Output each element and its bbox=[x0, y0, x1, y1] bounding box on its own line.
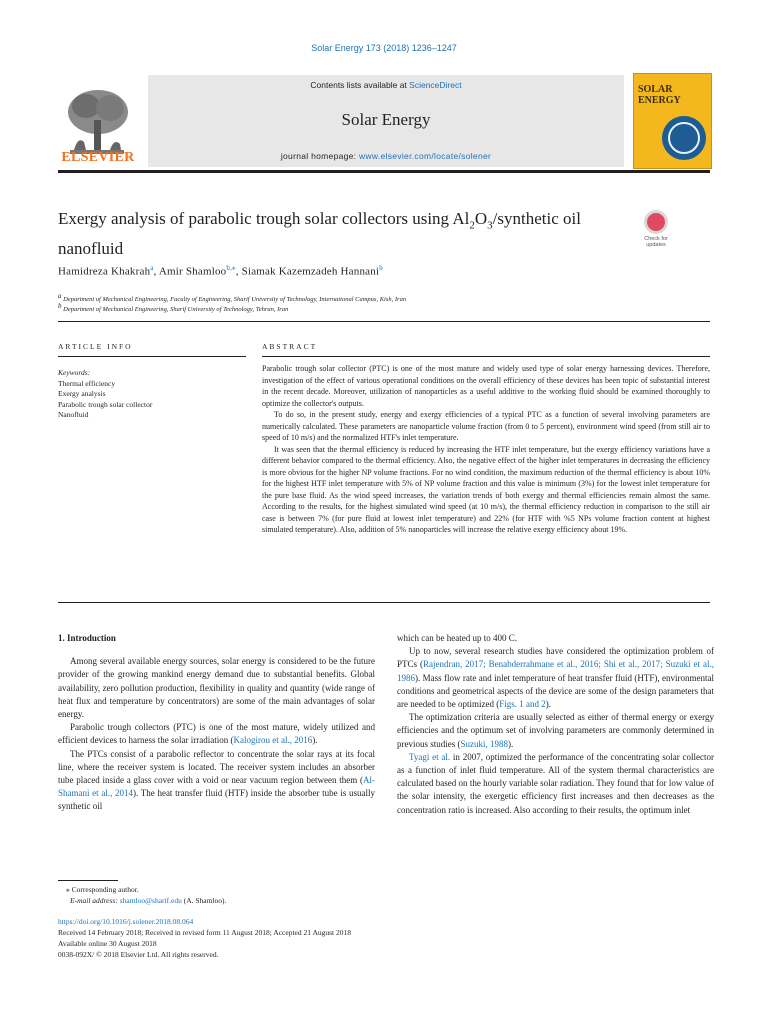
body-paragraph: which can be heated up to 400 C. bbox=[397, 633, 517, 643]
journal-reference[interactable]: Solar Energy 173 (2018) 1236–1247 bbox=[311, 43, 457, 53]
body-paragraph: Tyagi et al. in 2007, optimized the performance of the concentrating solar collector as a function of inlet fluid temperature. All of the system thermal characteristics are calculated based on the hourly variable solar radiation. They found that for low value of the solar intensity, the exergetic efficiency first increases and then decreases as the concentration ratio is increased. Also according to their results, the optimum inlet bbox=[397, 751, 715, 815]
body-column-right bbox=[397, 632, 714, 817]
abstract-paragraph: Parabolic trough solar collector (PTC) is one of the most mature and widely used type of solar energy harnessing devices. Therefore, investigation of the effect of various operational conditions on the overall efficiency of these devices has been topic of substantial interest in the recent decade. Moreover, utilization of nanoparticles as a useful additive to the working fluid should be examined thoroughly to optimize the collector's outputs. bbox=[262, 364, 710, 408]
homepage-line: journal homepage: www.elsevier.com/locate/solener bbox=[280, 151, 492, 161]
keywords-block bbox=[58, 368, 248, 421]
footnote-rule bbox=[58, 880, 118, 881]
crossmark-label: Check for updates bbox=[644, 236, 668, 248]
publisher-wordmark: ELSEVIER bbox=[61, 150, 135, 165]
citation-link[interactable]: Kalogirou et al., 2016 bbox=[233, 735, 313, 746]
body-paragraph: Parabolic trough collectors (PTC) is one of the most mature, widely utilized and efficient devices to harness the solar irradiation (Kalogirou et al., 2016). bbox=[58, 722, 375, 746]
body-paragraph: The optimization criteria are usually selected as either of thermal energy or exergy efficiencies and the optimum set of involving parameters are commonly determined in previous studies (Suzuki, 1988). bbox=[397, 712, 714, 749]
sciencedirect-link[interactable]: ScienceDirect bbox=[409, 80, 462, 90]
divider bbox=[58, 602, 710, 603]
email-link[interactable]: shamloo@sharif.edu bbox=[119, 896, 182, 905]
citation-link[interactable]: Al-Shamani et al., 2014 bbox=[58, 775, 375, 799]
citation-link[interactable]: Suzuki, 1988 bbox=[460, 738, 509, 749]
cover-globe-ring bbox=[668, 122, 700, 154]
body-paragraph: Among several available energy sources, solar energy is considered to be the future provider of the growing mankind energy demand due to substantial benefits. Global availability, zero pollution production, flexibility in quality and quantity (wide range of heat flux and temperature by concentrators) are some of the main advantages of solar energy. bbox=[58, 656, 375, 720]
body-paragraph: The PTCs consist of a parabolic reflector to concentrate the solar rays at its focal line, where the receiver system is located. The receiver system includes an absorber tube placed inside a glass cover with a void or near vacuum region between them (Al-Shamani et al., 2014). The heat transfer fluid (HTF) inside the absorber tube is usually synthetic oil bbox=[58, 748, 375, 812]
affiliation: $^b$ Department of Mechanical Engineering, Sharif University of Technology, Tehran, Iran bbox=[58, 302, 289, 314]
figure-link[interactable]: Figs. 1 and 2 bbox=[499, 699, 546, 710]
available-online: Available online 30 August 2018 bbox=[58, 939, 157, 948]
body-paragraph: Up to now, several research studies have considered the optimization problem of PTCs (Rajendran, 2017; Benabderrahmane et al., 2016; Shi et al., 2017; Suzuki et al., 1986). Mass flow rate and inlet temperature of heat transfer fluid (HTF), environmental conditions and geometrical aspects of the device are some of the design parameters that are needed to be optimized (Figs. 1 and 2). bbox=[397, 646, 714, 710]
abstract-paragraph: To do so, in the present study, energy and exergy efficiencies of a typical PTC as a function of several involving parameters are numerically calculated. These parameters are nanoparticle volume fraction (from 0 to 5 percent), environment wind speed (from still air to speed of 10 m/s) and the normalized HTF's inlet temperature. bbox=[262, 410, 710, 442]
footnotes bbox=[58, 884, 378, 906]
body-column-left bbox=[58, 632, 375, 814]
homepage-link[interactable]: www.elsevier.com/locate/solener bbox=[359, 151, 492, 161]
divider bbox=[58, 356, 246, 357]
divider bbox=[262, 356, 710, 357]
cover-title: SOLAR ENERGY bbox=[638, 84, 681, 106]
email-note: E-mail address: shamloo@sharif.edu (A. Shamloo). bbox=[70, 896, 227, 905]
affiliation: $^a$ Department of Mechanical Engineering, Faculty of Engineering, Sharif University of Technology, International Campus, Kish, Iran bbox=[58, 292, 407, 304]
author-name[interactable]: Amir Shamloo bbox=[158, 265, 227, 278]
abstract-heading: ABSTRACT bbox=[262, 342, 318, 351]
article-title: Exergy analysis of parabolic trough solar collectors using $Al_2O_3$/synthetic oil nanofluid bbox=[58, 209, 581, 259]
author-name[interactable]: Siamak Kazemzadeh Hannani bbox=[241, 265, 380, 278]
article-info-heading: ARTICLE INFO bbox=[58, 342, 133, 351]
history-dates: Received 14 February 2018; Received in revised form 11 August 2018; Accepted 21 August 2018 bbox=[58, 928, 351, 937]
doi-link[interactable]: https://doi.org/10.1016/j.solener.2018.08.064 bbox=[58, 917, 194, 926]
citation-link[interactable]: Rajendran, 2017; Benabderrahmane et al., 2016; Shi et al., 2017; Suzuki et al., 1986 bbox=[397, 659, 714, 683]
corresponding-author-note: ⁎ Corresponding author. bbox=[66, 885, 139, 894]
section-heading: 1. Introduction bbox=[58, 633, 116, 643]
citation-link[interactable]: Tyagi et al. bbox=[409, 751, 451, 762]
header-rule bbox=[58, 170, 710, 173]
author-name[interactable]: Hamidreza Khakrah bbox=[58, 265, 151, 278]
author-list: Hamidreza Khakrah$^a$, Amir Shamloo$^{b,⁎}$, Siamak Kazemzadeh Hannani$^b$ bbox=[58, 264, 383, 278]
abstract-paragraph: It was seen that the thermal efficiency is reduced by increasing the HTF inlet temperature, but the exergy efficiency variations have a different behavior compared to the thermal efficiency. Also, the negative effect of the higher inlet temperatures in decreasing the efficiency is more obvious for the higher NP volume fractions. For no wind condition, the maximum reduction of the thermal efficiency is about 10% for the highest HTF inlet temperature with 5% of NP volume fraction and this value is minimum (3%) for the lowest inlet temperature for the pure base fluid. As the wind speed increases, the variation trends of both exergy and thermal efficiencies remain almost the same. According to the results, for the highest simulated wind speed (at 10 m/s), the thermal efficiency reduction in comparison to the still air case is between 7% (for pure fluid at lowest inlet temperature) and 22% (for HTF with %5 NPs volume fraction content at highest simulated temperature). Also, addition of 5% nanoparticles will increase the relative exergy efficiency about 19%. bbox=[262, 444, 710, 534]
crossmark-badge[interactable] bbox=[636, 210, 676, 256]
abstract-body bbox=[262, 363, 710, 536]
publication-info bbox=[58, 916, 710, 960]
crossmark-icon bbox=[644, 210, 668, 234]
divider bbox=[58, 321, 710, 322]
keyword: Parabolic trough solar collector bbox=[58, 399, 153, 409]
journal-cover-thumbnail[interactable] bbox=[633, 73, 712, 169]
journal-name: Solar Energy bbox=[341, 110, 431, 129]
keyword: Nanofluid bbox=[58, 410, 89, 419]
contents-line: Contents lists available at ScienceDirect bbox=[310, 80, 462, 90]
copyright: 0038-092X/ © 2018 Elsevier Ltd. All rights reserved. bbox=[58, 950, 219, 959]
keywords-label: Keywords: bbox=[58, 368, 91, 377]
keyword: Thermal efficiency bbox=[58, 378, 116, 388]
keyword: Exergy analysis bbox=[58, 389, 106, 398]
